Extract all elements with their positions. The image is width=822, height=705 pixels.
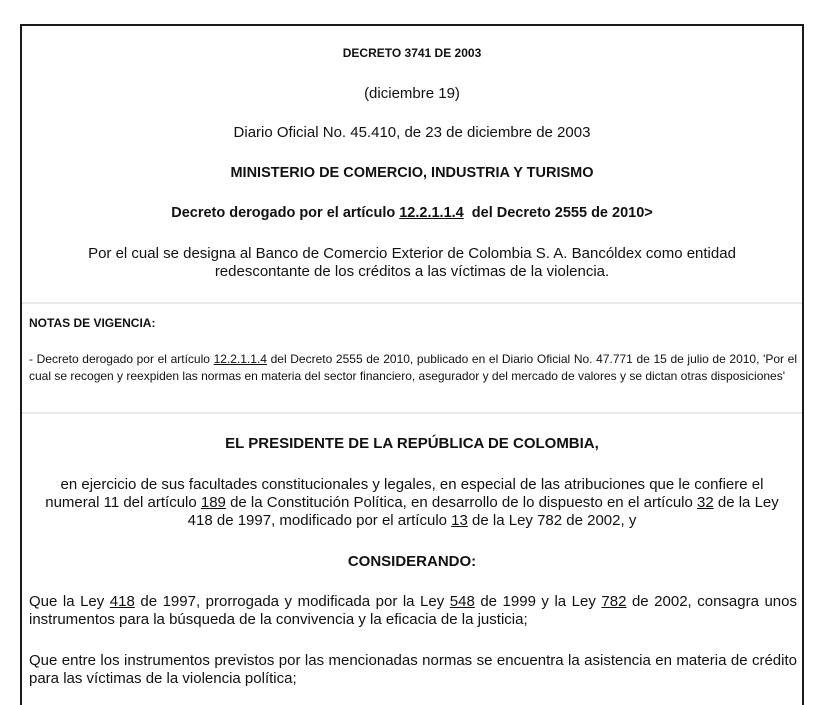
decree-subject: Por el cual se designa al Banco de Comercio Exterior de Colombia S. A. Bancóldex como entidad redescontante de los créditos a las víctimas de la violencia. (88, 245, 736, 280)
ejercicio-text: en ejercicio de sus facultades constitucionales y legales, en especial de las atribuciones que le confiere el numeral 11 del artículo (45, 476, 764, 511)
document-page (20, 24, 804, 705)
notas-article-link[interactable]: 12.2.1.1.4 (213, 352, 267, 366)
considerando-paragraph-2: Que entre los instrumentos previstos por las mencionadas normas se encuentra la asistencia en materia de crédito para las víctimas de la violencia política; (29, 652, 797, 687)
decree-number: DECRETO 3741 DE 2003 (342, 46, 482, 60)
ley-548-link[interactable]: 548 (449, 593, 475, 610)
notas-title: NOTAS DE VIGENCIA: (29, 316, 156, 330)
notas-prefix: - Decreto derogado por el artículo (29, 352, 214, 366)
para-text: Que la Ley (29, 593, 110, 610)
para-text: de 2002, consagra unos instrumentos para la búsqueda de la convivencia y la eficacia de la justicia; (29, 593, 797, 628)
ejercicio-text: de la Ley 418 de 1997, modificado por el artículo (187, 494, 779, 529)
derogado-suffix: del Decreto 2555 de 2010> (463, 205, 653, 221)
notas-suffix: del Decreto 2555 de 2010, publicado en el Diario Oficial No. 47.771 de 15 de julio de 2010, 'Por el cual se recogen y reexpiden las normas en materia del sector financiero, asegurador y del mercado de valores y se dictan otras disposiciones' (29, 352, 798, 383)
diario-oficial: Diario Oficial No. 45.410, de 23 de diciembre de 2003 (233, 124, 591, 141)
decree-date: (diciembre 19) (364, 85, 460, 102)
ministry: MINISTERIO DE COMERCIO, INDUSTRIA Y TURISMO (230, 165, 594, 181)
derogado-prefix: Decreto derogado por el artículo (171, 205, 400, 221)
considerando-heading: CONSIDERANDO: (347, 553, 477, 570)
ejercicio-text: de la Constitución Política, en desarrollo de lo dispuesto en el artículo (225, 494, 698, 511)
derogado-article-link[interactable]: 12.2.1.1.4 (399, 205, 464, 221)
article-189-link[interactable]: 189 (200, 494, 226, 511)
notas-text (29, 351, 797, 385)
derogado-notice (22, 205, 802, 221)
ejercicio-text: de la Ley 782 de 2002, y (467, 512, 637, 529)
para-text: de 1997, prorrogada y modificada por la Ley (134, 593, 450, 610)
president-heading: EL PRESIDENTE DE LA REPÚBLICA DE COLOMBIA, (225, 435, 599, 452)
considerando-paragraph-1 (29, 593, 797, 629)
divider (22, 302, 802, 304)
ley-782-link[interactable]: 782 (601, 593, 627, 610)
para-text: de 1999 y la Ley (474, 593, 602, 610)
divider (22, 412, 802, 414)
article-13-link[interactable]: 13 (451, 512, 468, 529)
ley-418-link[interactable]: 418 (109, 593, 135, 610)
article-32-link[interactable]: 32 (697, 494, 714, 511)
ejercicio-paragraph (34, 476, 790, 530)
